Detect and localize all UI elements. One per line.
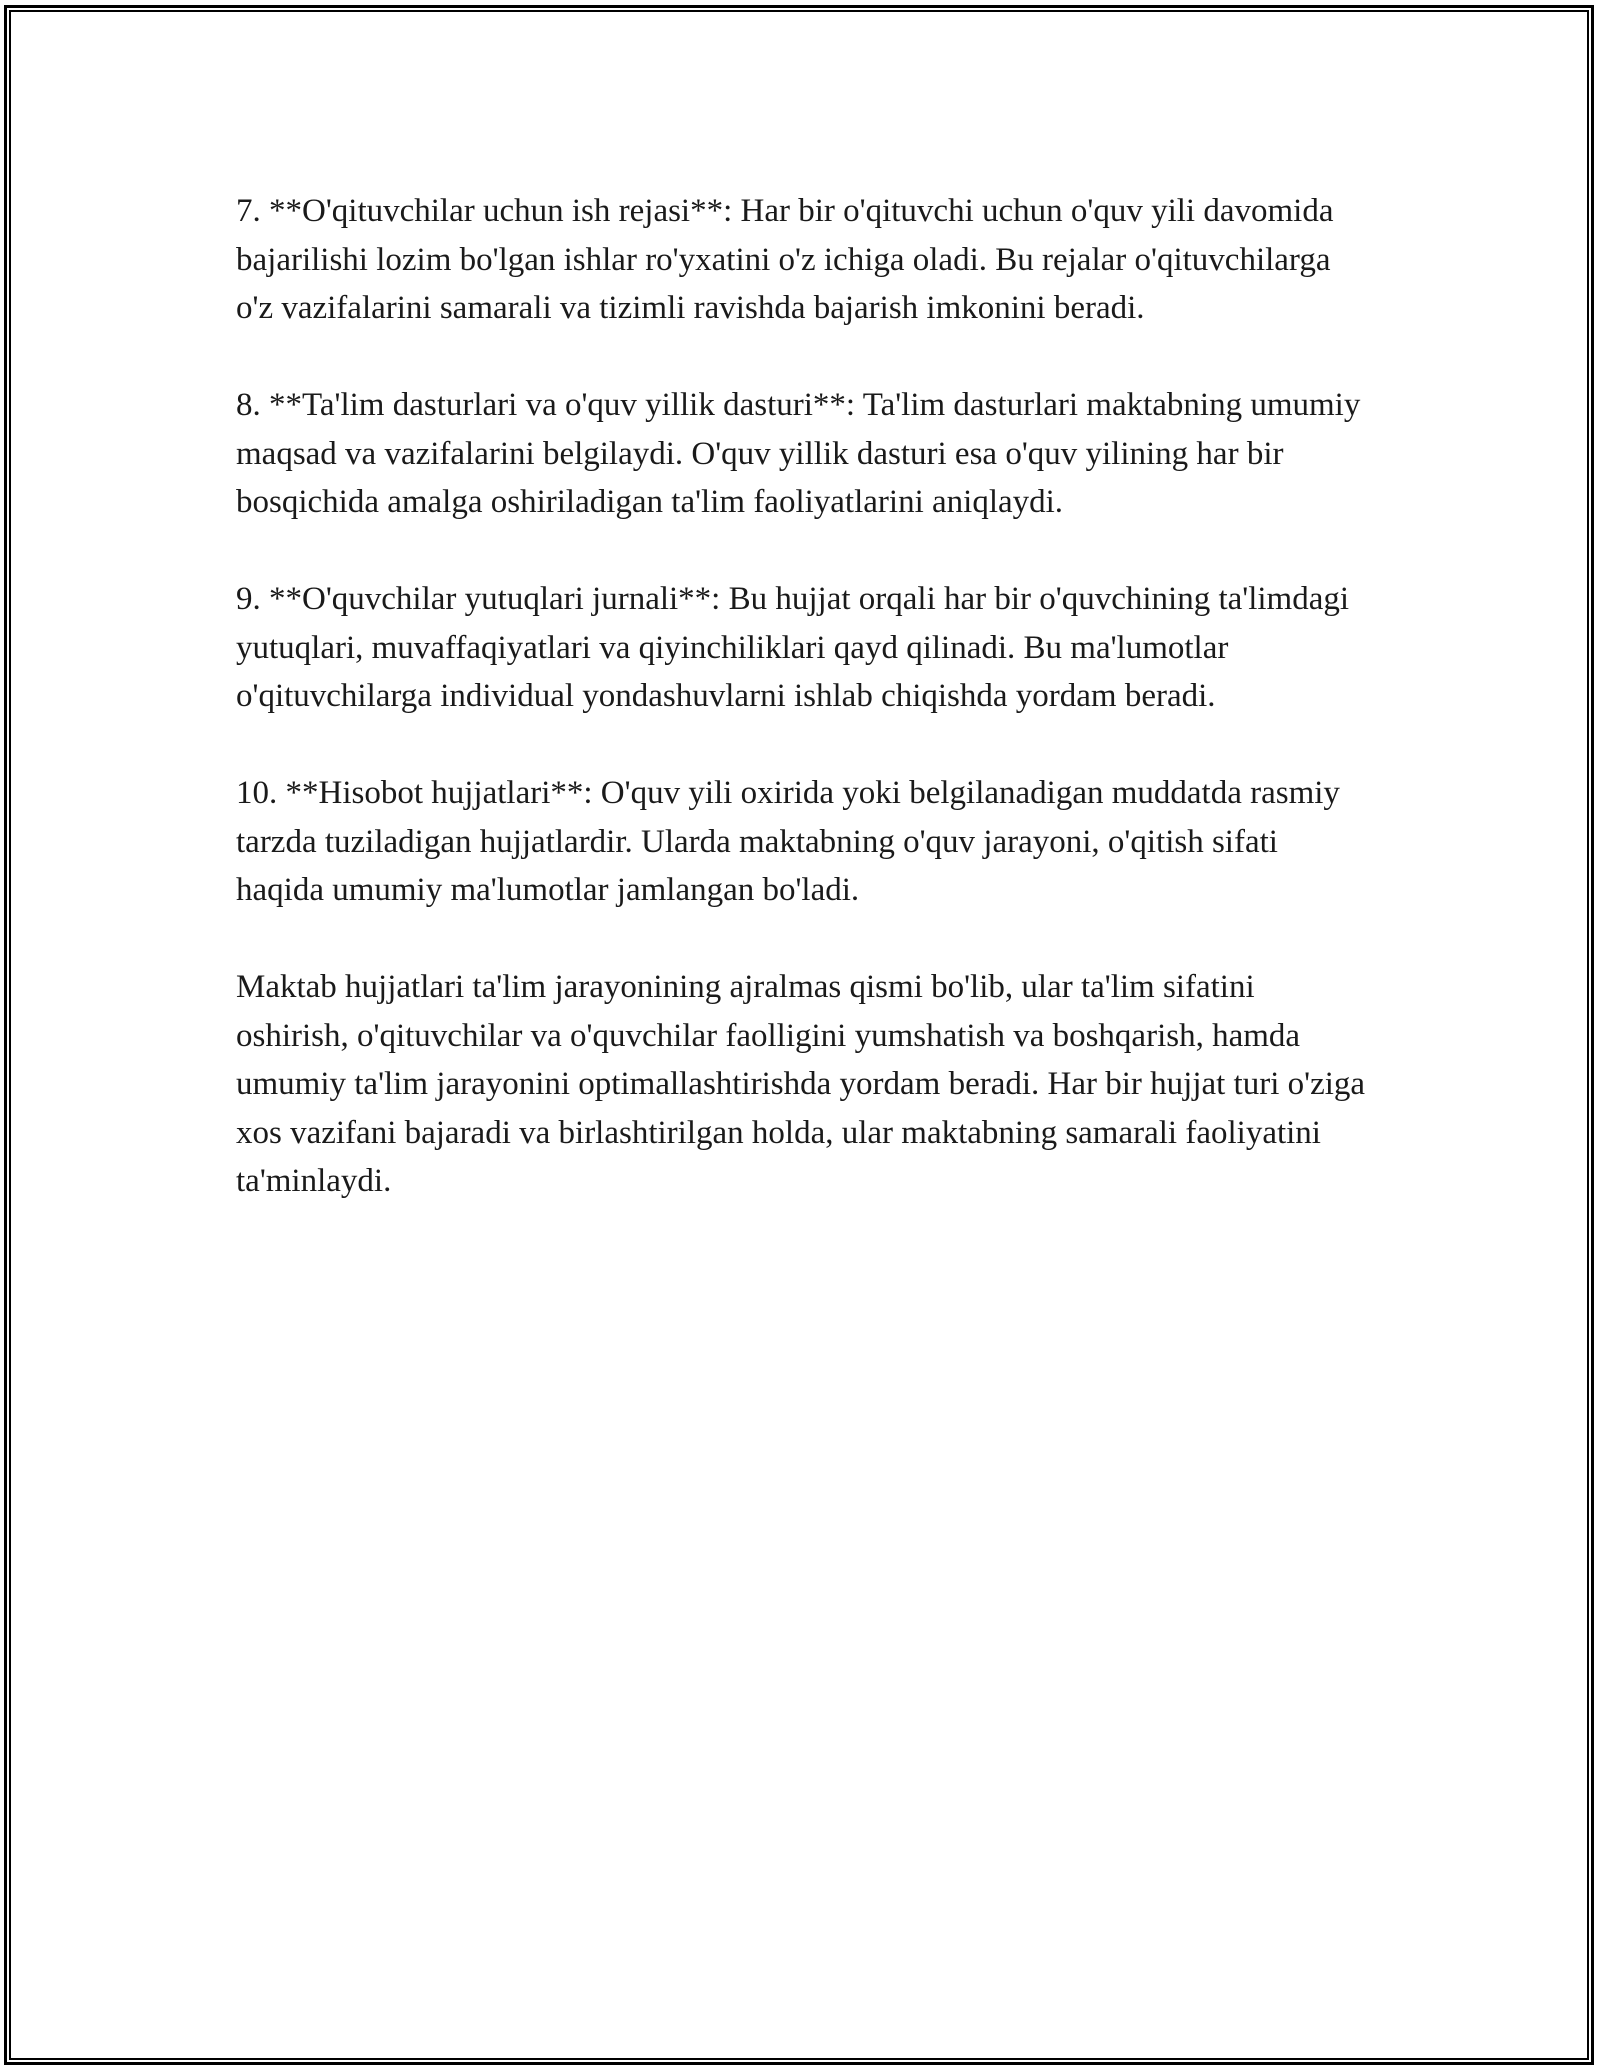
- paragraph-item-7: 7. **O'qituvchilar uchun ish rejasi**: Har bir o'qituvchi uchun o'quv yili davomida bajarilishi lozim bo'lgan ishlar ro'yxatini o'z ichiga oladi. Bu rejalar o'qituvchilarga o'z vazifalarini samarali va tizimli ravishda bajarish imkonini beradi.: [236, 193, 1334, 326]
- paragraph-conclusion: Maktab hujjatlari ta'lim jarayonining ajralmas qismi bo'lib, ular ta'lim sifatini oshirish, o'qituvchilar va o'quvchilar faolligini yumshatish va boshqarish, hamda umumiy ta'lim jarayonini optimallashtirishda yordam beradi. Har bir hujjat turi o'ziga xos vazifani bajaradi va birlashtirilgan holda, ular maktabning samarali faoliyatini ta'minlaydi.: [236, 969, 1366, 1199]
- paragraph-item-8: 8. **Ta'lim dasturlari va o'quv yillik dasturi**: Ta'lim dasturlari maktabning umumiy maqsad va vazifalarini belgilaydi. O'quv yillik dasturi esa o'quv yilining har bir bosqichida amalga oshiriladigan ta'lim faoliyatlarini aniqlaydi.: [236, 387, 1361, 520]
- paragraph-item-10: 10. **Hisobot hujjatlari**: O'quv yili oxirida yoki belgilanadigan muddatda rasmiy tarzda tuziladigan hujjatlardir. Ularda maktabning o'quv jarayoni, o'qitish sifati haqida umumiy ma'lumotlar jamlangan bo'ladi.: [236, 775, 1340, 908]
- document-body: [236, 187, 1366, 1254]
- paragraph-item-9: 9. **O'quvchilar yutuqlari jurnali**: Bu hujjat orqali har bir o'quvchining ta'limdagi yutuqlari, muvaffaqiyatlari va qiyinchiliklari qayd qilinadi. Bu ma'lumotlar o'qituvchilarga individual yondashuvlarni ishlab chiqishda yordam beradi.: [236, 581, 1350, 714]
